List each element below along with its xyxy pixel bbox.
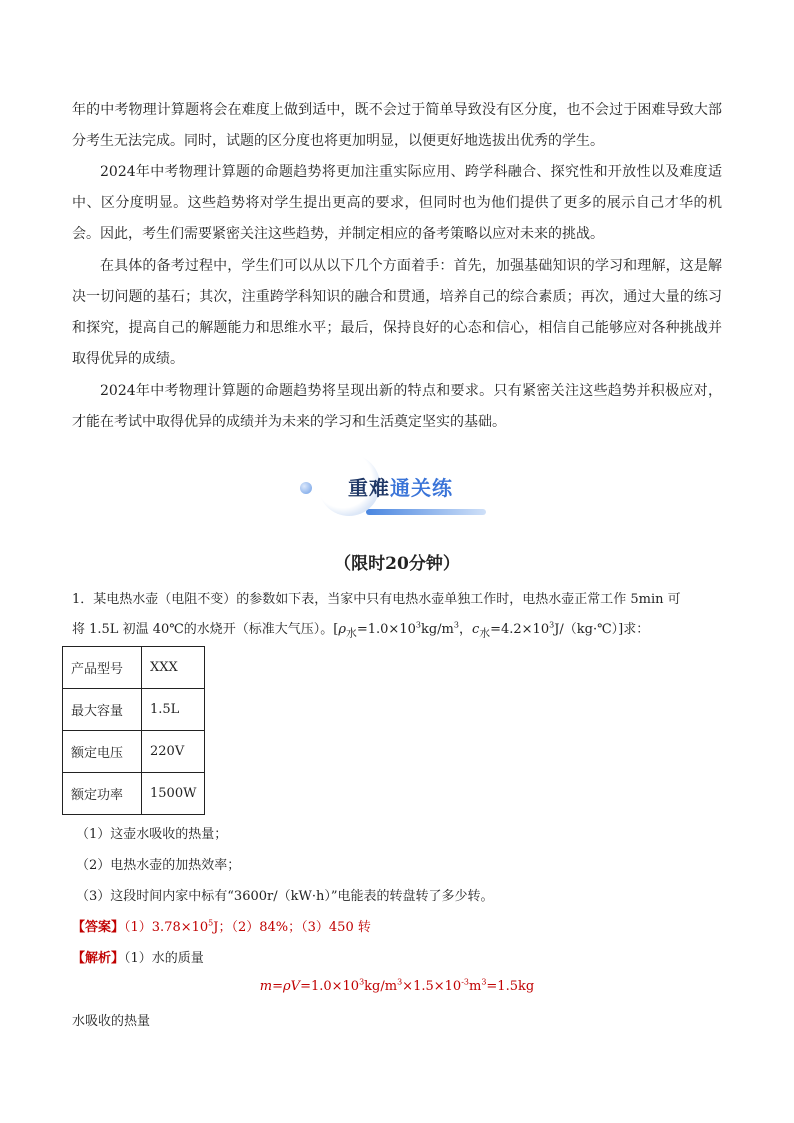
intro-paragraph-1: 年的中考物理计算题将会在难度上做到适中，既不会过于简单导致没有区分度，也不会过于困难导致大部分考生无法完成。同时，试题的区分度也将更加明显，以便更好地选拔出优秀的学生。 (72, 102, 722, 149)
question-line-2: 将 1.5L 初温 40℃的水烧开（标准大气压）。[$\rho_水=1.0\times 10^3kg/m^3$，$c_水=4.2\times 10^3J/(kg\cdot℃)$]求： (72, 620, 650, 640)
question-line-1: 1．某电热水壶（电阻不变）的参数如下表，当家中只有电热水壶单独工作时，电热水壶正常工作 5min 可 (72, 592, 681, 607)
answer-tag: 【答案】 (72, 920, 125, 935)
banner-dot-icon (300, 482, 312, 494)
answer-line: 【答案】$(1)3.78\times 10^5J$；（2）84%；（3）450 转 (72, 918, 371, 935)
table-key: 额定功率 (63, 773, 142, 815)
table-key: 额定电压 (63, 731, 142, 773)
sub-question-3: （3）这段时间内家中标有“3600r/（kW·h）”电能表的转盘转了多少转。 (76, 889, 494, 904)
time-limit: （限时20分钟） (334, 554, 460, 574)
analysis-tag: 【解析】 (72, 951, 125, 966)
spec-table (62, 646, 205, 815)
sub-question-2: （2）电热水壶的加热效率； (76, 858, 241, 873)
table-row (63, 773, 205, 815)
table-value: 220V (142, 731, 205, 773)
table-value: 1500W (142, 773, 205, 815)
banner-title-part1: 重难 (348, 476, 390, 500)
table-value: XXX (142, 647, 205, 689)
intro-paragraph-4: 2024年中考物理计算题的命题趋势将呈现出新的特点和要求。只有紧密关注这些趋势并积极应对，才能在考试中取得优异的成绩并为未来的学习和生活奠定坚实的基础。 (72, 383, 722, 430)
mass-formula: $m=\rho V=1.0\times 10^3kg/m^3\times 1.5\times 10^{-3}m^3=1.5kg$ (259, 977, 535, 994)
table-value: 1.5L (142, 689, 205, 731)
table-row (63, 647, 205, 689)
banner-title (348, 472, 453, 501)
analysis-line: 【解析】（1）水的质量 (72, 951, 204, 966)
heat-absorbed-label: 水吸收的热量 (72, 1014, 151, 1029)
intro-paragraph-2: 2024年中考物理计算题的命题趋势将更加注重实际应用、跨学科融合、探究性和开放性以及难度适中、区分度明显。这些趋势将对学生提出更高的要求，但同时也为他们提供了更多的展示自己才华的机会。因此，考生们需要紧密关注这些趋势，并制定相应的备考策略以应对未来的挑战。 (72, 164, 722, 242)
table-row (63, 731, 205, 773)
table-key: 产品型号 (63, 647, 142, 689)
banner-title-part2: 通关练 (390, 476, 453, 500)
sub-question-1: （1）这壶水吸收的热量； (76, 827, 228, 842)
banner-underline (366, 509, 486, 515)
table-row (63, 689, 205, 731)
table-key: 最大容量 (63, 689, 142, 731)
intro-paragraph-3: 在具体的备考过程中，学生们可以从以下几个方面着手：首先，加强基础知识的学习和理解，这是解决一切问题的基石；其次，注重跨学科知识的融合和贯通，培养自己的综合素质；再次，通过大量的练习和探究，提高自己的解题能力和思维水平；最后，保持良好的心态和信心，相信自己能够应对各种挑战并取得优异的成绩。 (72, 258, 722, 367)
section-banner (296, 452, 496, 524)
